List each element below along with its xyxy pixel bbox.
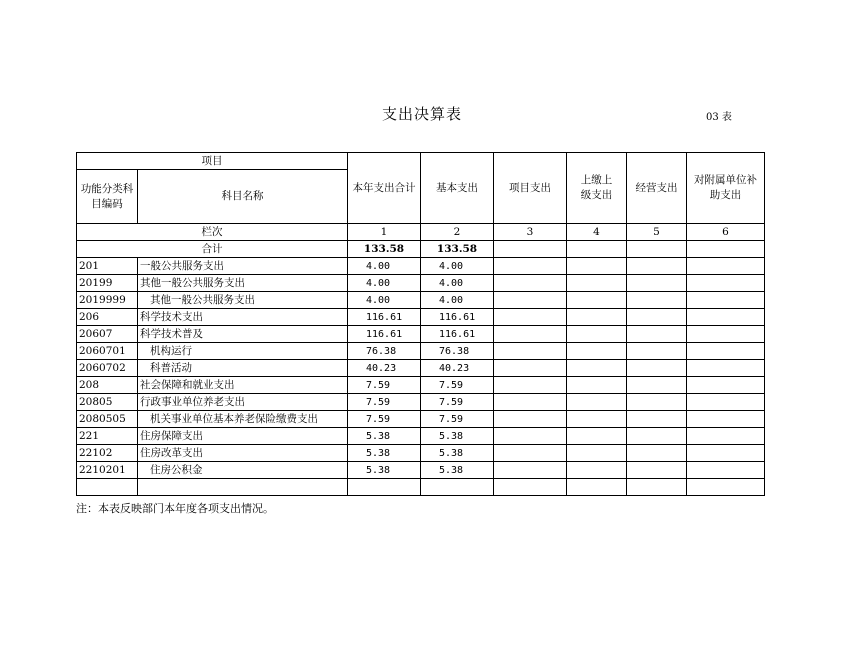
empty-cell — [687, 411, 765, 428]
empty-cell — [567, 377, 627, 394]
empty-cell — [687, 428, 765, 445]
empty-cell — [627, 292, 687, 309]
row-code: 2019999 — [77, 292, 138, 309]
header-col-3: 项目支出 — [494, 153, 567, 224]
empty-cell — [687, 309, 765, 326]
empty-cell — [494, 275, 567, 292]
row-basic: 7.59 — [421, 411, 494, 428]
row-name: 住房公积金 — [138, 462, 348, 479]
row-name: 住房改革支出 — [138, 445, 348, 462]
row-code: 201 — [77, 258, 138, 275]
row-name: 其他一般公共服务支出 — [138, 275, 348, 292]
row-code: 2060701 — [77, 343, 138, 360]
table-row — [77, 377, 765, 394]
row-basic: 116.61 — [421, 326, 494, 343]
row-name: 社会保障和就业支出 — [138, 377, 348, 394]
empty-cell — [627, 360, 687, 377]
table-row — [77, 360, 765, 377]
empty-cell — [627, 445, 687, 462]
empty-cell — [77, 479, 138, 496]
empty-cell — [567, 343, 627, 360]
header-item: 项目 — [77, 153, 348, 170]
row-code: 221 — [77, 428, 138, 445]
row-total: 5.38 — [348, 462, 421, 479]
column-row-label: 栏次 — [77, 224, 348, 241]
table-row — [77, 292, 765, 309]
column-num-3: 3 — [494, 224, 567, 241]
row-basic: 7.59 — [421, 394, 494, 411]
empty-cell — [494, 479, 567, 496]
empty-cell — [348, 479, 421, 496]
empty-cell — [567, 360, 627, 377]
empty-cell — [627, 343, 687, 360]
empty-cell — [627, 275, 687, 292]
empty-cell — [494, 394, 567, 411]
row-name: 一般公共服务支出 — [138, 258, 348, 275]
empty-cell — [687, 479, 765, 496]
table-row — [77, 428, 765, 445]
row-basic: 76.38 — [421, 343, 494, 360]
row-basic: 116.61 — [421, 309, 494, 326]
empty-cell — [494, 241, 567, 258]
row-basic: 4.00 — [421, 258, 494, 275]
row-name: 科普活动 — [138, 360, 348, 377]
empty-cell — [567, 275, 627, 292]
row-basic: 5.38 — [421, 428, 494, 445]
table-row — [77, 309, 765, 326]
table-row — [77, 258, 765, 275]
header-col-2: 基本支出 — [421, 153, 494, 224]
empty-cell — [567, 411, 627, 428]
empty-cell — [627, 326, 687, 343]
total-row-basic: 133.58 — [421, 241, 494, 258]
empty-cell — [687, 275, 765, 292]
table-row — [77, 462, 765, 479]
header-col-6: 对附属单位补助支出 — [687, 153, 765, 224]
row-name: 机构运行 — [138, 343, 348, 360]
empty-cell — [567, 394, 627, 411]
row-code: 208 — [77, 377, 138, 394]
empty-cell — [627, 258, 687, 275]
header-code: 功能分类科目编码 — [77, 170, 138, 224]
empty-cell — [627, 309, 687, 326]
row-code: 206 — [77, 309, 138, 326]
row-total: 5.38 — [348, 428, 421, 445]
empty-cell — [567, 309, 627, 326]
empty-cell — [421, 479, 494, 496]
row-basic: 4.00 — [421, 275, 494, 292]
empty-cell — [494, 292, 567, 309]
empty-cell — [567, 258, 627, 275]
empty-cell — [627, 479, 687, 496]
row-total: 7.59 — [348, 394, 421, 411]
row-total: 7.59 — [348, 377, 421, 394]
row-basic: 7.59 — [421, 377, 494, 394]
page-title: 支出决算表 — [381, 105, 462, 123]
empty-cell — [627, 462, 687, 479]
empty-cell — [494, 360, 567, 377]
table-row — [77, 445, 765, 462]
column-num-2: 2 — [421, 224, 494, 241]
empty-cell — [687, 343, 765, 360]
header-col-1: 本年支出合计 — [348, 153, 421, 224]
row-total: 116.61 — [348, 309, 421, 326]
row-code: 20199 — [77, 275, 138, 292]
table-note: 注：本表反映部门本年度各项支出情况。 — [76, 502, 274, 515]
row-name: 科学技术支出 — [138, 309, 348, 326]
empty-cell — [687, 462, 765, 479]
row-total: 7.59 — [348, 411, 421, 428]
empty-cell — [687, 292, 765, 309]
empty-cell — [567, 241, 627, 258]
empty-cell — [627, 377, 687, 394]
row-total: 40.23 — [348, 360, 421, 377]
row-code: 20805 — [77, 394, 138, 411]
empty-cell — [687, 445, 765, 462]
empty-cell — [627, 241, 687, 258]
empty-cell — [494, 428, 567, 445]
empty-cell — [687, 326, 765, 343]
table-row — [77, 326, 765, 343]
empty-cell — [494, 258, 567, 275]
empty-cell — [627, 428, 687, 445]
empty-cell — [494, 326, 567, 343]
table-row — [77, 275, 765, 292]
empty-cell — [494, 309, 567, 326]
total-row-label: 合计 — [77, 241, 348, 258]
empty-cell — [567, 445, 627, 462]
empty-cell — [687, 258, 765, 275]
row-code: 2060702 — [77, 360, 138, 377]
empty-cell — [687, 377, 765, 394]
row-code: 2080505 — [77, 411, 138, 428]
column-num-4: 4 — [567, 224, 627, 241]
empty-cell — [567, 479, 627, 496]
row-total: 76.38 — [348, 343, 421, 360]
header-name: 科目名称 — [138, 170, 348, 224]
table-row — [77, 411, 765, 428]
empty-cell — [687, 241, 765, 258]
total-row-total: 133.58 — [348, 241, 421, 258]
row-code: 22102 — [77, 445, 138, 462]
header-col-5: 经营支出 — [627, 153, 687, 224]
row-basic: 40.23 — [421, 360, 494, 377]
row-name: 其他一般公共服务支出 — [138, 292, 348, 309]
row-basic: 5.38 — [421, 445, 494, 462]
row-total: 4.00 — [348, 275, 421, 292]
row-basic: 4.00 — [421, 292, 494, 309]
empty-cell — [627, 394, 687, 411]
row-basic: 5.38 — [421, 462, 494, 479]
row-name: 住房保障支出 — [138, 428, 348, 445]
header-col-4: 上缴上级支出 — [567, 153, 627, 224]
empty-cell — [627, 411, 687, 428]
empty-cell — [567, 428, 627, 445]
empty-cell — [494, 445, 567, 462]
row-code: 20607 — [77, 326, 138, 343]
row-total: 5.38 — [348, 445, 421, 462]
row-total: 4.00 — [348, 258, 421, 275]
row-name: 科学技术普及 — [138, 326, 348, 343]
empty-cell — [687, 394, 765, 411]
empty-cell — [567, 292, 627, 309]
table-row — [77, 343, 765, 360]
empty-cell — [494, 343, 567, 360]
column-num-5: 5 — [627, 224, 687, 241]
empty-cell — [494, 462, 567, 479]
empty-cell — [494, 411, 567, 428]
row-name: 行政事业单位养老支出 — [138, 394, 348, 411]
row-total: 4.00 — [348, 292, 421, 309]
row-name: 机关事业单位基本养老保险缴费支出 — [138, 411, 348, 428]
empty-cell — [687, 360, 765, 377]
table-row-empty — [77, 479, 765, 496]
empty-cell — [494, 377, 567, 394]
table-number: 03 表 — [706, 112, 732, 123]
empty-cell — [567, 326, 627, 343]
expenditure-table — [76, 152, 765, 496]
table-row — [77, 394, 765, 411]
empty-cell — [567, 462, 627, 479]
empty-cell — [138, 479, 348, 496]
column-num-6: 6 — [687, 224, 765, 241]
row-code: 2210201 — [77, 462, 138, 479]
column-num-1: 1 — [348, 224, 421, 241]
row-total: 116.61 — [348, 326, 421, 343]
